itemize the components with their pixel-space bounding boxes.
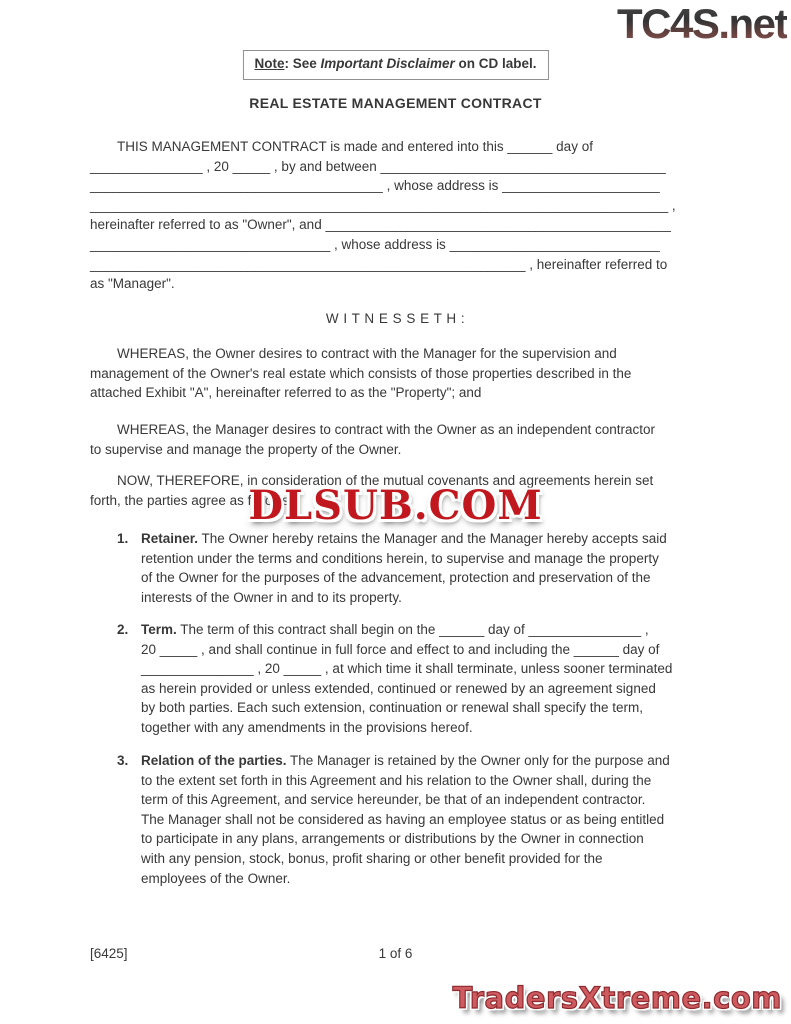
contract-line: by both parties. Each such extension, continuation or renewal shall specify the term, <box>141 700 644 716</box>
item-lead: Retainer. <box>141 531 199 546</box>
contract-line: The Manager shall not be considered as having an employee status or as being entitled <box>141 811 665 827</box>
clause-relation-of-parties <box>117 751 706 888</box>
witnesseth-heading: W I T N E S S E T H : <box>325 311 466 326</box>
page-number: 1 of 6 <box>378 946 413 961</box>
page-title: REAL ESTATE MANAGEMENT CONTRACT <box>249 95 542 111</box>
contract-line: forth, the parties agree as follows: <box>90 492 293 508</box>
item-text: The term of this contract shall begin on the ______ day of _______________ , <box>176 622 649 637</box>
contract-line: WHEREAS, the Owner desires to contract with the Manager for the supervision and <box>117 346 617 361</box>
contract-line: _______________ , 20 _____ , at which time it shall terminate, unless sooner terminated <box>141 661 673 677</box>
contract-line: management of the Owner's real estate which consists of those properties described in the <box>90 365 632 381</box>
contract-line: term of this Agreement, and service hereunder, be that of an independent contractor. <box>141 792 646 808</box>
item-text: The Manager is retained by the Owner only for the purpose and <box>286 753 670 768</box>
contract-line: hereinafter referred to as "Owner", and ______________________________________________ <box>90 217 671 233</box>
contract-line: _______________________________________ , whose address is _____________________ <box>90 178 660 194</box>
contract-line <box>117 620 706 640</box>
item-text: The Owner hereby retains the Manager and the Manager hereby accepts said <box>198 531 667 546</box>
contract-line: THIS MANAGEMENT CONTRACT is made and entered into this ______ day of <box>117 139 593 154</box>
contract-line: WHEREAS, the Manager desires to contract with the Owner as an independent contractor <box>117 422 656 437</box>
item-lead: Relation of the parties. <box>141 753 287 768</box>
contract-line <box>117 529 706 549</box>
item-lead: Term. <box>141 622 177 637</box>
contract-line: retention under the terms and conditions herein, to supervise and manage the property <box>141 550 659 566</box>
contract-line: employees of the Owner. <box>141 870 291 886</box>
contract-line: attached Exhibit "A", hereinafter referred to as the "Property"; and <box>90 385 482 401</box>
document-id: [6425] <box>90 946 128 961</box>
contract-line: together with any amendments in the provisions hereof. <box>141 719 473 735</box>
contract-line: __________________________________________________________ , hereinafter referred to <box>90 256 668 272</box>
contract-line: as "Manager". <box>90 276 175 292</box>
note-suffix: on CD label. <box>454 56 537 71</box>
dlsub-watermark-logo: DLSUB.COM <box>248 482 543 529</box>
contract-line: with any pension, stock, bonus, profit sharing or other benefit provided for the <box>141 850 603 866</box>
contract-line <box>117 751 706 771</box>
contract-line: of the Owner for the purposes of the advancement, protection and preservation of the <box>141 570 651 586</box>
contract-line: to the extent set forth in this Agreement and his relation to the Owner shall, during the <box>141 772 652 788</box>
contract-line: to participate in any plans, arrangements or distributions by the Owner in connection <box>141 831 644 847</box>
contract-line: as herein provided or unless extended, continued or renewed by an agreement signed <box>141 680 656 696</box>
clause-term <box>117 620 706 738</box>
item-number: 2. <box>117 622 129 637</box>
tc4s-watermark-logo: TC4S.net <box>616 0 787 47</box>
contract-line: interests of the Owner in and to its property. <box>141 589 402 605</box>
contract-line: ________________________________ , whose address is ____________________________ <box>90 236 660 252</box>
contract-line: _____________________________________________________________________________ , <box>90 197 676 213</box>
contract-line: 20 _____ , and shall continue in full force and effect to and including the ______ day of <box>141 641 660 657</box>
whereas-paragraph-1 <box>90 344 702 403</box>
contract-line: NOW, THEREFORE, in consideration of the mutual covenants and agreements herein set <box>117 473 654 488</box>
intro-paragraph <box>90 137 702 294</box>
note-separator: : See <box>284 56 321 71</box>
contract-line: to supervise and manage the property of the Owner. <box>90 441 402 457</box>
clause-retainer <box>117 529 706 607</box>
contract-line: _______________ , 20 _____ , by and between ______________________________________ <box>90 158 666 174</box>
note-label: Note <box>254 56 285 71</box>
tradersxtreme-watermark-logo: TradersXtreme.com <box>452 981 782 1015</box>
whereas-paragraph-2 <box>90 420 702 459</box>
disclaimer-note-box <box>242 50 548 80</box>
item-number: 1. <box>117 531 129 546</box>
item-number: 3. <box>117 753 129 768</box>
note-emphasis: Important Disclaimer <box>320 56 455 71</box>
